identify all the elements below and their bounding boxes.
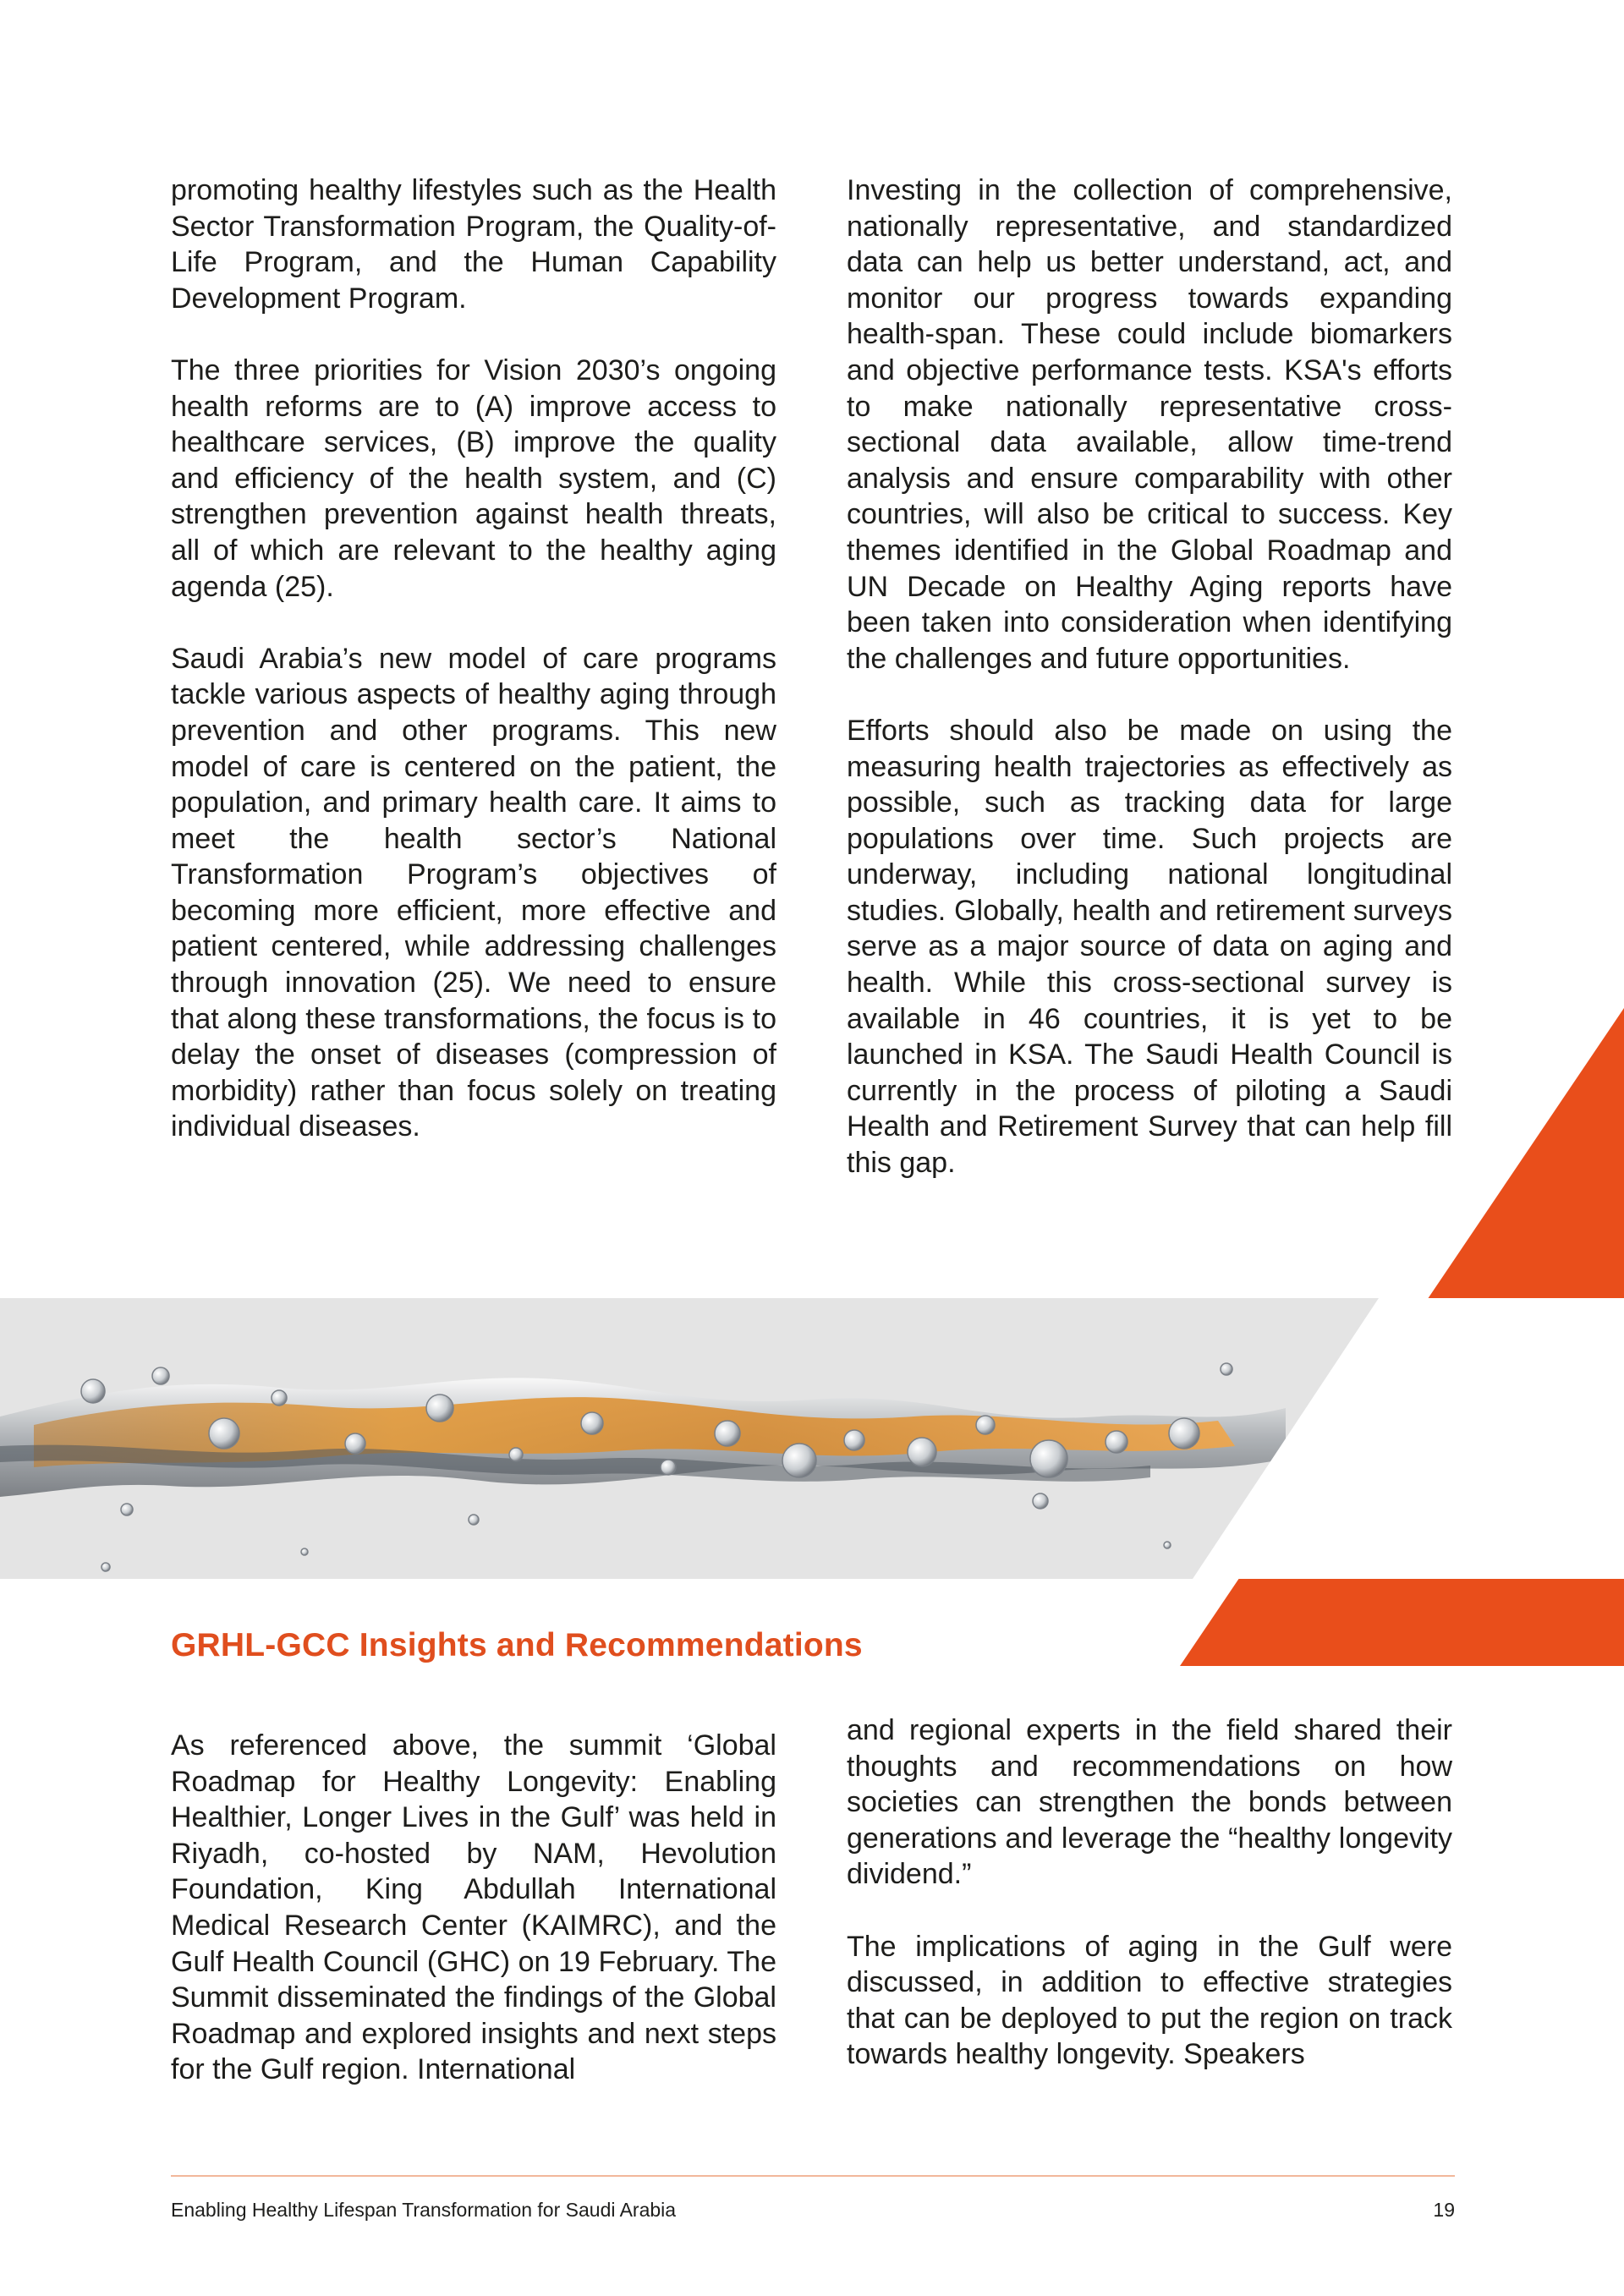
text-column-bottom-right: [847, 1712, 1452, 2073]
text-column-top-right: [847, 173, 1452, 1181]
paragraph: promoting healthy lifestyles such as the Health Sector Transformation Program, the Quality-of-Life Program, and the Human Capability Development Program.: [171, 174, 776, 315]
paragraph: Saudi Arabia’s new model of care programs tackle various aspects of healthy aging through prevention and other programs. This new model of care is centered on the patient, the population, and primary health care. It aims to meet the health sector’s National Transformation Program’s objectives of becoming more efficient, more effective and patient centered, while addressing challenges through innovation (25). We need to ensure that along these transformations, the focus is to delay the onset of diseases (compression of morbidity) rather than focus solely on treating individual diseases.: [171, 642, 776, 1143]
footer-divider: [171, 2175, 1455, 2177]
page-number: 19: [1433, 2199, 1455, 2221]
paragraph: The three priorities for Vision 2030’s ongoing health reforms are to (A) improve access to healthcare services, (B) improve the quality and efficiency of the health system, and (C) strengthen prevention against health threats, all of which are relevant to the healthy aging agenda (25).: [171, 353, 776, 603]
water-splash-image: [0, 1298, 1624, 1579]
paragraph: Efforts should also be made on using the measuring health trajectories as effectively as possible, such as tracking data for large populations over time. Such projects are underway, including national longitudinal studies. Globally, health and retirement surveys serve as a major source of data on aging and health. While this cross-sectional survey is available in 46 countries, it is yet to be launched in KSA. The Saudi Health Council is currently in the process of piloting a Saudi Health and Retirement Survey that can help fill this gap.: [847, 714, 1452, 1180]
paragraph: Investing in the collection of comprehensive, nationally representative, and standardized data can help us better understand, act, and monitor our progress towards expanding health-span. These could include biomarkers and objective performance tests. KSA's efforts to make nationally representative cross-sectional data available, allow time-trend analysis and ensure comparability with other countries, will also be critical to success. Key themes identified in the Global Roadmap and UN Decade on Healthy Aging reports have been taken into consideration when identifying the challenges and future opportunities.: [847, 174, 1452, 675]
paragraph: The implications of aging in the Gulf were discussed, in addition to effective strategies that can be deployed to put the region on track towards healthy longevity. Speakers: [847, 1930, 1452, 2071]
paragraph: As referenced above, the summit ‘Global Roadmap for Healthy Longevity: Enabling Healthier, Longer Lives in the Gulf’ was held in Riyadh, co-hosted by NAM, Hevolution Foundation, King Abdullah International Medical Research Center (KAIMRC), and the Gulf Health Council (GHC) on 19 February. The Summit disseminated the findings of the Global Roadmap and explored insights and next steps for the Gulf region. International: [171, 1729, 776, 2086]
paragraph: and regional experts in the field shared their thoughts and recommendations on how societies can strengthen the bonds between generations and leverage the “healthy longevity dividend.”: [847, 1714, 1452, 1891]
footer-title: Enabling Healthy Lifespan Transformation for Saudi Arabia: [171, 2199, 677, 2221]
section-heading: GRHL-GCC Insights and Recommendations: [171, 1627, 863, 1663]
text-column-top-left: [171, 173, 776, 1145]
text-column-bottom-left: [171, 1728, 776, 2088]
